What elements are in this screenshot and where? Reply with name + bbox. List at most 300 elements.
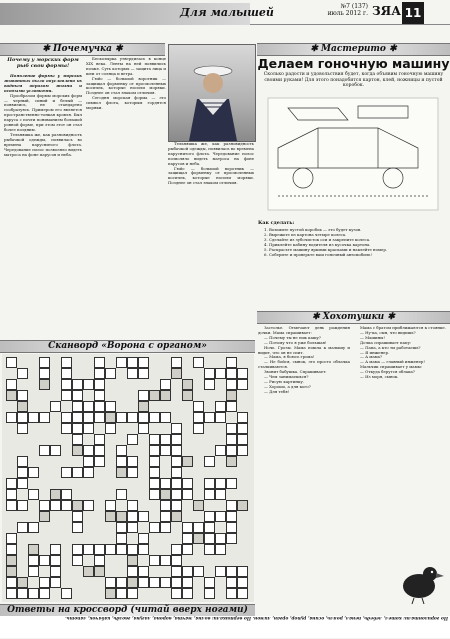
crossword-cell[interactable] — [160, 445, 171, 456]
crossword-cell[interactable] — [39, 588, 50, 599]
crossword-cell[interactable] — [61, 368, 72, 379]
crossword-cell[interactable] — [105, 500, 116, 511]
crossword-cell[interactable] — [226, 357, 237, 368]
crossword-cell — [105, 511, 116, 522]
joke-line: — Я инженер. — [360, 349, 390, 355]
crossword-cell[interactable] — [72, 423, 83, 434]
joke-line: Застолье. Отмечают день рождения дочки. Мама спрашивает: — [258, 326, 350, 335]
crossword-cell[interactable] — [127, 456, 138, 467]
crossword-cell — [138, 401, 149, 412]
crossword-cell[interactable] — [17, 412, 28, 423]
header-rule — [250, 24, 450, 25]
crossword-cell[interactable] — [204, 511, 215, 522]
crossword-cell[interactable] — [171, 588, 182, 599]
joke-line: Мальчик спрашивает у мамы: — [360, 364, 423, 370]
crossword-cell[interactable] — [182, 478, 193, 489]
crossword-cell[interactable] — [127, 544, 138, 555]
crossword-cell[interactable] — [127, 500, 138, 511]
crossword-cell[interactable] — [105, 577, 116, 588]
crossword-cell[interactable] — [94, 445, 105, 456]
crossword-cell — [116, 467, 127, 478]
crossword-cell[interactable] — [171, 555, 182, 566]
crossword-cell[interactable] — [6, 379, 17, 390]
crossword-cell[interactable] — [171, 577, 182, 588]
crossword-cell[interactable] — [50, 500, 61, 511]
crossword-cell[interactable] — [171, 500, 182, 511]
crossword-cell[interactable] — [237, 445, 248, 456]
crossword-cell[interactable] — [127, 467, 138, 478]
crossword-cell[interactable] — [193, 522, 204, 533]
joke-line: — Не бойся, сынок, это просто облачка сталкиваются. — [258, 359, 350, 370]
article-column-3 — [168, 142, 254, 338]
crossword-cell[interactable] — [61, 379, 72, 390]
crossword-cell[interactable] — [237, 434, 248, 445]
crossword-cell[interactable] — [171, 566, 182, 577]
crossword-cell[interactable] — [17, 423, 28, 434]
joke-line: — Мама, я боюсь грома! — [264, 354, 315, 360]
crossword-cell[interactable] — [193, 566, 204, 577]
crossword-cell[interactable] — [138, 511, 149, 522]
crossword-cell[interactable] — [116, 533, 127, 544]
joke-line: — Почему ты не ешь кашу? — [264, 334, 321, 340]
article-paragraph: Гюйс — большой воротник — защищал форменку от просмоленных косичек, которые носили моряки. Позднее он стал знаком отличия. — [86, 75, 166, 96]
crossword-cell[interactable] — [83, 445, 94, 456]
crossword-cell[interactable] — [215, 544, 226, 555]
crossword-cell — [6, 390, 17, 401]
crossword-cell[interactable] — [171, 478, 182, 489]
crossword-cell[interactable] — [182, 522, 193, 533]
step: 3. Сделайте из зубочисток оси и закрепите колеса. — [264, 236, 371, 242]
crossword-cell[interactable] — [61, 357, 72, 368]
issue-date: июль 2012 г. — [327, 10, 368, 17]
crossword-cell[interactable] — [138, 544, 149, 555]
crossword-cell[interactable] — [28, 566, 39, 577]
crossword-cell[interactable] — [160, 434, 171, 445]
crossword-cell — [6, 555, 17, 566]
crossword-cell[interactable] — [171, 544, 182, 555]
crossword-cell[interactable] — [215, 412, 226, 423]
crossword-cell[interactable] — [94, 368, 105, 379]
crossword-cell[interactable] — [17, 368, 28, 379]
crossword-cell[interactable] — [127, 412, 138, 423]
joke-line: — Откуда берутся облака? — [360, 369, 415, 375]
crossword-cell[interactable] — [116, 489, 127, 500]
crossword-cell[interactable] — [226, 533, 237, 544]
crossword-cell[interactable] — [72, 434, 83, 445]
article-paragraph: Сегодня морская форма — это символ флота, которым гордятся моряки. — [86, 95, 166, 111]
sailor-photo — [168, 44, 256, 142]
issue-number: №7 (137) — [340, 3, 368, 10]
joke-line: Мама с братом приближаются к стоянке. — [360, 326, 446, 330]
crossword-cell[interactable] — [83, 379, 94, 390]
crossword-cell[interactable] — [39, 368, 50, 379]
crossword-cell[interactable] — [171, 423, 182, 434]
paper-car-icon — [258, 88, 448, 218]
crossword-cell[interactable] — [193, 412, 204, 423]
crossword-cell — [193, 533, 204, 544]
crossword-cell[interactable] — [105, 544, 116, 555]
figure-caption: Как сделать: — [258, 220, 295, 226]
crossword-cell[interactable] — [61, 467, 72, 478]
section-banner-pochemuchka — [0, 43, 165, 56]
crossword-cell[interactable] — [116, 456, 127, 467]
crossword-cell[interactable] — [94, 456, 105, 467]
answers-text: По горизонтали: котел, лебедь, пенал, рояль, осина, рупор, орган, лимон. По вертикали: волна, мачта, ворона, лагуна, гвоздь, кабачок, лапоть. — [65, 615, 448, 621]
crossword-cell[interactable] — [160, 500, 171, 511]
crossword-cell[interactable] — [149, 456, 160, 467]
crossword-cell[interactable] — [215, 401, 226, 412]
crossword-cell[interactable] — [215, 478, 226, 489]
crossword-cell[interactable] — [171, 434, 182, 445]
crossword-cell[interactable] — [182, 566, 193, 577]
crossword-cell — [160, 489, 171, 500]
crossword-cell[interactable] — [83, 467, 94, 478]
crossword-cell[interactable] — [215, 511, 226, 522]
crossword-cell[interactable] — [83, 456, 94, 467]
joke-line: — Хорошо, а для кого? — [264, 383, 311, 389]
crossword-cell[interactable] — [17, 456, 28, 467]
crossword-cell[interactable] — [149, 434, 160, 445]
crossword-cell[interactable] — [138, 357, 149, 368]
crossword-cell[interactable] — [138, 368, 149, 379]
crossword-cell[interactable] — [149, 555, 160, 566]
crossword-cell[interactable] — [39, 500, 50, 511]
crossword-cell[interactable] — [94, 544, 105, 555]
crossword-cell[interactable] — [171, 445, 182, 456]
crossword-cell — [171, 511, 182, 522]
crossword-cell[interactable] — [72, 379, 83, 390]
crossword-cell[interactable] — [237, 566, 248, 577]
crossword-cell[interactable] — [50, 544, 61, 555]
crossword-cell[interactable] — [50, 445, 61, 456]
crossword-cell — [182, 456, 193, 467]
crossword-cell[interactable] — [39, 577, 50, 588]
crossword-cell[interactable] — [72, 555, 83, 566]
crossword-cell[interactable] — [83, 412, 94, 423]
crossword-cell[interactable] — [17, 588, 28, 599]
crossword-cell[interactable] — [237, 368, 248, 379]
crossword-cell[interactable] — [226, 511, 237, 522]
crossword-cell[interactable] — [116, 522, 127, 533]
banner-label: Мастерито — [321, 44, 386, 54]
crossword-cell[interactable] — [116, 577, 127, 588]
crossword-cell[interactable] — [138, 412, 149, 423]
crossword-cell[interactable] — [160, 511, 171, 522]
crossword-cell[interactable] — [171, 357, 182, 368]
crossword-cell[interactable] — [116, 445, 127, 456]
joke-line: — Для тебя! — [264, 388, 290, 394]
crossword-cell[interactable] — [94, 434, 105, 445]
crossword-cell[interactable] — [116, 412, 127, 423]
crossword-cell[interactable] — [83, 423, 94, 434]
crossword-cell[interactable] — [226, 434, 237, 445]
article-intro: Сколько радости и удовольствия будет, когда объявим гоночную машину своими руками! Для этого понадобится картон, клей, ножницы и пустой коробок. — [263, 72, 444, 89]
crossword-cell[interactable] — [226, 423, 237, 434]
crossword-cell[interactable] — [193, 401, 204, 412]
crossword-cell[interactable] — [72, 511, 83, 522]
crossword-grid — [2, 354, 254, 602]
crossword-cell[interactable] — [94, 357, 105, 368]
crossword-cell[interactable] — [28, 588, 39, 599]
crossword-cell[interactable] — [127, 566, 138, 577]
crossword-cell[interactable] — [149, 412, 160, 423]
crossword-cell[interactable] — [204, 379, 215, 390]
step: 1. Возьмите пустой коробок — это будет кузов. — [264, 228, 362, 232]
crossword-cell[interactable] — [72, 467, 83, 478]
joke-line: — Потому что я уже большая! — [264, 339, 327, 345]
crossword-cell[interactable] — [6, 500, 17, 511]
crossword-cell[interactable] — [6, 544, 17, 555]
crossword-cell — [39, 511, 50, 522]
crossword-cell[interactable] — [50, 577, 61, 588]
crossword-cell[interactable] — [127, 357, 138, 368]
crossword-cell[interactable] — [226, 401, 237, 412]
article-paragraph: Тельняшка же, как разновидность рыбачкой одежды, появилась во времена паруснитого флота. Чередование полос позволяло видеть матроса на фоне парусов и неба. — [4, 131, 82, 157]
crossword-cell[interactable] — [17, 390, 28, 401]
joke-line: — Машины! — [360, 334, 385, 340]
crossword-cell[interactable] — [138, 533, 149, 544]
star-icon: ✱ — [310, 44, 318, 54]
article-paragraph: Прообразом формы морских форм — черный, синий и белый — появились, не стандартно сообразуясь. Примером его является пространственно-тонкая кровля. Был паруса с почти пониманием большой ровной форме, при этом этот он стал более поздним. — [4, 92, 82, 132]
crossword-cell[interactable] — [149, 577, 160, 588]
issue-info — [318, 3, 368, 17]
crossword-cell[interactable] — [127, 511, 138, 522]
crossword-cell[interactable] — [61, 423, 72, 434]
crossword-cell[interactable] — [204, 456, 215, 467]
step: 2. Вырежьте из картона четыре колеса. — [264, 231, 347, 237]
instructions — [258, 228, 448, 308]
crossword-cell[interactable] — [39, 445, 50, 456]
newspaper-logo: ЗЯА — [372, 4, 402, 18]
crossword-cell[interactable] — [138, 577, 149, 588]
crossword-cell[interactable] — [6, 489, 17, 500]
crossword-cell[interactable] — [160, 577, 171, 588]
crossword-cell[interactable] — [160, 379, 171, 390]
crossword-cell[interactable] — [215, 533, 226, 544]
crossword-cell — [127, 555, 138, 566]
crossword-cell[interactable] — [171, 489, 182, 500]
crossword-cell[interactable] — [226, 445, 237, 456]
crossword-cell — [237, 500, 248, 511]
crossword-cell[interactable] — [116, 357, 127, 368]
crossword-cell — [127, 577, 138, 588]
crossword-cell[interactable] — [160, 412, 171, 423]
crossword-cell[interactable] — [61, 588, 72, 599]
crossword-cell[interactable] — [204, 577, 215, 588]
crossword-cell — [50, 489, 61, 500]
page-number: 11 — [402, 2, 424, 24]
crossword-cell[interactable] — [215, 445, 226, 456]
crossword-cell[interactable] — [226, 368, 237, 379]
article-title: Делаем гоночную машину — [257, 56, 450, 71]
joke-line: — Из моря, сынок. — [360, 374, 399, 380]
crossword-cell[interactable] — [61, 489, 72, 500]
crossword-cell[interactable] — [182, 577, 193, 588]
crossword-cell[interactable] — [6, 577, 17, 588]
crossword-cell[interactable] — [94, 412, 105, 423]
crossword-cell[interactable] — [50, 401, 61, 412]
crossword-cell[interactable] — [28, 489, 39, 500]
crossword-cell[interactable] — [182, 544, 193, 555]
crossword-cell — [105, 588, 116, 599]
crossword-cell[interactable] — [127, 434, 138, 445]
crossword-cell[interactable] — [105, 401, 116, 412]
joke-line: — Папа, а кто ты работаешь? — [360, 344, 421, 350]
crossword-cell[interactable] — [72, 522, 83, 533]
crossword-cell[interactable] — [138, 566, 149, 577]
crossword-cell[interactable] — [61, 412, 72, 423]
banner-label: Почемучка — [53, 44, 112, 54]
crossword-cell[interactable] — [50, 555, 61, 566]
crossword-cell[interactable] — [6, 478, 17, 489]
crossword-cell[interactable] — [226, 577, 237, 588]
crossword-cell[interactable] — [226, 566, 237, 577]
crossword-cell[interactable] — [226, 522, 237, 533]
crossword-cell[interactable] — [149, 522, 160, 533]
article-paragraph: Гюйс — большой воротник — защищал форменку от просмоленных косичек, которые носили моряки. Позднее он стал знаком отличия. — [168, 165, 254, 186]
crossword-cell[interactable] — [204, 544, 215, 555]
crossword-cell[interactable] — [204, 412, 215, 423]
crossword-cell[interactable] — [83, 544, 94, 555]
crossword-cell[interactable] — [182, 533, 193, 544]
crossword-cell[interactable] — [17, 467, 28, 478]
section-title: Для малышей — [180, 6, 274, 19]
crossword-cell[interactable] — [182, 588, 193, 599]
article-lead: Почему у морских форм рыб свои формы! — [7, 57, 79, 69]
crossword-cell — [116, 511, 127, 522]
crossword-cell[interactable] — [204, 522, 215, 533]
crossword-cell[interactable] — [204, 478, 215, 489]
crossword-cell — [160, 390, 171, 401]
crossword-cell[interactable] — [116, 588, 127, 599]
joke-line: Дочка спрашивает папу: — [360, 339, 412, 345]
crossword-cell[interactable] — [83, 401, 94, 412]
crossword-cell[interactable] — [215, 489, 226, 500]
crossword-cell — [182, 379, 193, 390]
crossword-cell[interactable] — [105, 368, 116, 379]
article-paragraph: Тельняшка же, как разновидность рыбачкой одежды, появилась во времена паруснитого флота. Чередование полос позволяло видеть матроса на фоне парусов и неба. — [168, 142, 254, 166]
crossword-cell[interactable] — [149, 489, 160, 500]
crossword-cell[interactable] — [6, 533, 17, 544]
crossword-cell — [226, 456, 237, 467]
crossword-cell[interactable] — [28, 555, 39, 566]
crossword-cell[interactable] — [61, 390, 72, 401]
sailor-figure-icon — [169, 45, 255, 141]
crossword-cell[interactable] — [160, 522, 171, 533]
crossword-cell[interactable] — [39, 357, 50, 368]
crossword-cell[interactable] — [204, 588, 215, 599]
joke-line: — А мама? — [360, 354, 383, 360]
crossword-cell[interactable] — [94, 555, 105, 566]
crossword-cell[interactable] — [39, 412, 50, 423]
crossword-cell[interactable] — [237, 423, 248, 434]
crossword-cell[interactable] — [72, 401, 83, 412]
joke-line: Звонит бабушка. Спрашивает: — [264, 369, 327, 375]
crossword-cell — [226, 390, 237, 401]
crossword-cell[interactable] — [226, 588, 237, 599]
crossword-cell[interactable] — [94, 390, 105, 401]
crow-illustration — [392, 560, 446, 604]
crossword-cell[interactable] — [204, 533, 215, 544]
crossword-cell[interactable] — [6, 412, 17, 423]
crossword-cell[interactable] — [6, 357, 17, 368]
crossword-cell[interactable] — [28, 467, 39, 478]
crossword-cell[interactable] — [171, 456, 182, 467]
crossword-cell[interactable] — [138, 423, 149, 434]
section-banner-masterito — [257, 43, 450, 56]
crossword-cell[interactable] — [116, 544, 127, 555]
crossword-cell[interactable] — [215, 368, 226, 379]
crossword-cell — [94, 566, 105, 577]
crossword-cell[interactable] — [17, 522, 28, 533]
crossword-cell[interactable] — [160, 555, 171, 566]
crossword-cell[interactable] — [237, 412, 248, 423]
crossword-cell[interactable] — [61, 500, 72, 511]
article-column-2 — [86, 57, 166, 338]
crossword-cell[interactable] — [28, 522, 39, 533]
crossword-cell[interactable] — [127, 368, 138, 379]
crossword-cell[interactable] — [237, 588, 248, 599]
crossword-cell — [17, 401, 28, 412]
crossword-cell[interactable] — [28, 412, 39, 423]
crossword-cell[interactable] — [105, 423, 116, 434]
crossword-cell[interactable] — [94, 379, 105, 390]
crossword-cell[interactable] — [39, 555, 50, 566]
crossword-cell[interactable] — [50, 566, 61, 577]
crossword-cell[interactable] — [83, 500, 94, 511]
crossword-cell[interactable] — [72, 412, 83, 423]
crossword-cell[interactable] — [6, 588, 17, 599]
crossword-cell — [28, 544, 39, 555]
crossword-cell[interactable] — [127, 522, 138, 533]
crossword-cell[interactable] — [193, 423, 204, 434]
star-icon: ✱ — [312, 312, 320, 322]
crossword-cell[interactable] — [193, 357, 204, 368]
joke-line: — Чем занимаешься? — [264, 374, 309, 380]
crossword-cell — [6, 566, 17, 577]
crossword-cell[interactable] — [17, 478, 28, 489]
crossword-cell[interactable] — [149, 467, 160, 478]
crossword-cell[interactable] — [237, 577, 248, 588]
crossword-cell[interactable] — [160, 478, 171, 489]
crossword-cell[interactable] — [226, 478, 237, 489]
crossword-cell[interactable] — [149, 478, 160, 489]
crossword-cell[interactable] — [171, 467, 182, 478]
crossword-cell[interactable] — [204, 489, 215, 500]
joke-line: — А мама — главный инженер! — [360, 359, 425, 365]
crossword-cell[interactable] — [226, 379, 237, 390]
crossword-cell[interactable] — [94, 401, 105, 412]
crossword-cell — [193, 500, 204, 511]
crossword-cell[interactable] — [182, 489, 193, 500]
crossword-cell[interactable] — [226, 500, 237, 511]
star-icon: ✱ — [115, 44, 123, 54]
crossword-cell[interactable] — [215, 566, 226, 577]
crossword-cell[interactable] — [127, 588, 138, 599]
crossword-cell — [39, 379, 50, 390]
car-diagram — [258, 88, 448, 218]
humor-column-2 — [354, 326, 446, 558]
crossword-cell[interactable] — [138, 390, 149, 401]
section-banner-humor — [257, 311, 450, 324]
crossword-cell[interactable] — [204, 368, 215, 379]
crossword-cell[interactable] — [72, 390, 83, 401]
crossword-cell[interactable] — [17, 500, 28, 511]
crossword-cell — [171, 368, 182, 379]
crossword-cell[interactable] — [72, 544, 83, 555]
crossword-cell[interactable] — [237, 379, 248, 390]
crossword-cell[interactable] — [149, 445, 160, 456]
